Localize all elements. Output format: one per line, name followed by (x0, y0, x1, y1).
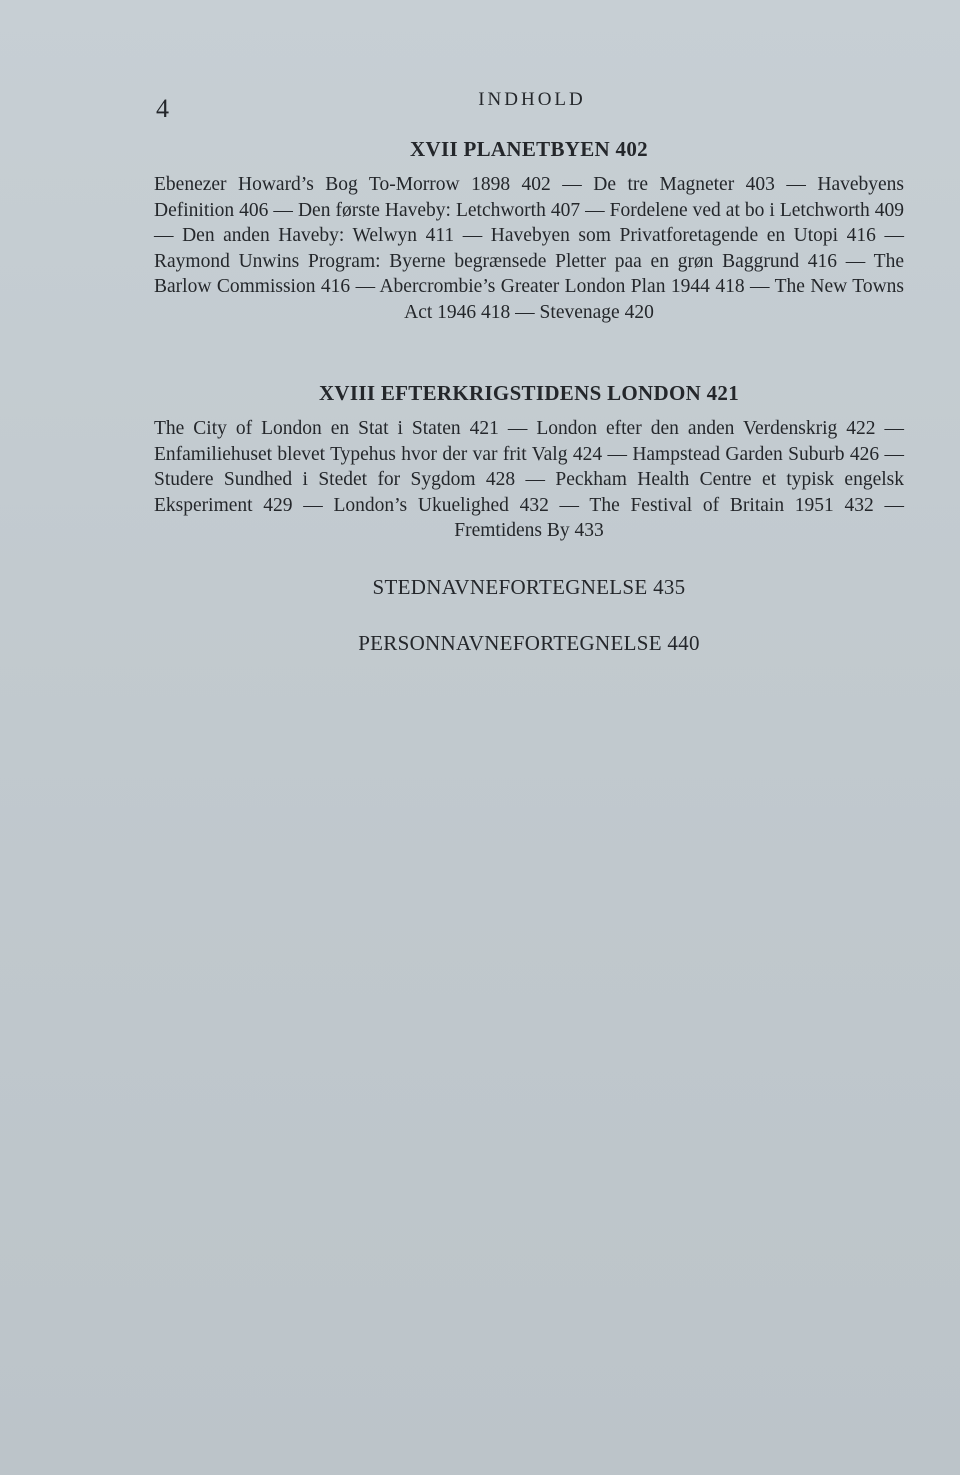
chapter-title: XVIII EFTERKRIGSTIDENS LONDON 421 (318, 381, 740, 405)
chapter-title: XVII PLANETBYEN 402 (410, 137, 648, 161)
chapter-contents: The City of London en Stat i Staten 421 — London efter den anden Verdenskrig 422 — Enfamiliehuset blevet Typehus hvor der var frit Valg 424 — Hampstead Garden Suburb 426 — Studere Sundhed i Stedet for Sygdom 428 — Peckham Health Centre et typisk engelsk Eksperiment 429 — London’s Ukuelighed 432 — The Festival of Britain 1951 432 — Fremtidens By 433 (154, 418, 904, 541)
person-name-index-entry: PERSONNAVNEFORTEGNELSE 440 (358, 631, 700, 655)
page-number: 4 (156, 94, 169, 123)
chapter-xvii (154, 136, 904, 325)
place-name-index-entry: STEDNAVNEFORTEGNELSE 435 (372, 575, 686, 599)
chapter-contents: Ebenezer Howard’s Bog To-Morrow 1898 402 — De tre Magneter 403 — Havebyens Definition 406 — Den første Haveby: Letchworth 407 — Fordelene ved at bo i Letchworth 409 — Den anden Haveby: Welwyn 411 — Havebyen som Privatforetagende en Utopi 416 — Raymond Unwins Program: Byerne begrænsede Pletter paa en grøn Baggrund 416 — The Barlow Commission 416 — Abercrombie’s Greater London Plan 1944 418 — The New Towns Act 1946 418 — Stevenage 420 (154, 174, 904, 323)
running-title: INDHOLD (478, 89, 586, 110)
chapter-xviii (154, 380, 904, 544)
